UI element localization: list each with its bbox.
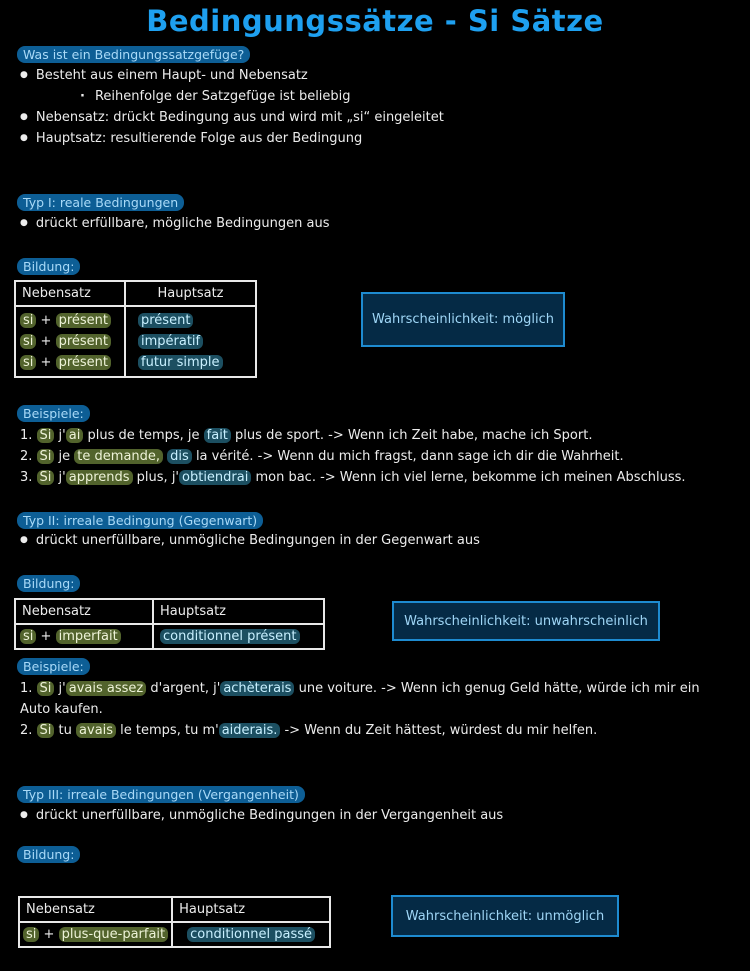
typ2-haupt: conditionnel présent bbox=[160, 629, 300, 644]
typ3-desc: ● drückt unerfüllbare, unmögliche Bedingungen in der Vergangenheit aus bbox=[20, 805, 503, 826]
typ1-heading: Typ I: reale Bedingungen bbox=[17, 194, 184, 211]
typ1-col-hauptsatz: Hauptsatz bbox=[125, 281, 256, 306]
typ1-table bbox=[14, 280, 257, 378]
typ2-col-hauptsatz: Hauptsatz bbox=[153, 599, 324, 624]
typ3-probability-box: Wahrscheinlichkeit: unmöglich bbox=[391, 895, 619, 937]
typ1-bildung-label: Bildung: bbox=[17, 258, 80, 275]
typ1-col-nebensatz: Nebensatz bbox=[15, 281, 125, 306]
intro-heading: Was ist ein Bedingungssatzgefüge? bbox=[17, 46, 250, 63]
typ1-probability-box: Wahrscheinlichkeit: möglich bbox=[361, 292, 565, 347]
page-title: Bedingungssätze - Si Sätze bbox=[146, 4, 604, 38]
typ3-col-nebensatz: Nebensatz bbox=[19, 897, 172, 922]
typ2-table bbox=[14, 598, 325, 650]
typ2-desc: ● drückt unerfüllbare, unmögliche Bedingungen in der Gegenwart aus bbox=[20, 530, 480, 551]
typ1-example-3: 3. Si j' apprends plus, j' obtiendrai mon bac. -> Wenn ich viel lerne, bekomme ich meinen Abschluss. bbox=[20, 470, 686, 485]
typ1-neben-row-1: si + présent bbox=[20, 310, 120, 331]
typ3-haupt: conditionnel passé bbox=[187, 927, 315, 942]
typ2-col-nebensatz: Nebensatz bbox=[15, 599, 153, 624]
typ1-haupt-3: futur simple bbox=[138, 355, 223, 370]
typ2-bildung-label: Bildung: bbox=[17, 575, 80, 592]
typ2-example-2: 2. Si tu avais le temps, tu m' aiderais. -> Wenn du Zeit hättest, würdest du mir helfen. bbox=[20, 723, 598, 738]
typ2-heading: Typ II: irreale Bedingung (Gegenwart) bbox=[17, 512, 263, 529]
typ2-beispiele-label: Beispiele: bbox=[17, 658, 90, 675]
typ3-col-hauptsatz: Hauptsatz bbox=[172, 897, 330, 922]
typ3-heading: Typ III: irreale Bedingungen (Vergangenheit) bbox=[17, 786, 305, 803]
typ3-neben-row: si + plus-que-parfait bbox=[23, 924, 168, 945]
typ2-example-1: 1. Si j' avais assez d'argent, j' achèterais une voiture. -> Wenn ich genug Geld hätte, würde ich mir ein bbox=[20, 681, 700, 696]
typ3-bildung-label: Bildung: bbox=[17, 846, 80, 863]
typ1-haupt-2: impératif bbox=[138, 334, 203, 349]
typ1-neben-row-3: si + présent bbox=[20, 352, 120, 373]
intro-bullet-2: ● Nebensatz: drückt Bedingung aus und wird mit „si“ eingeleitet bbox=[20, 107, 444, 128]
typ1-beispiele-label: Beispiele: bbox=[17, 405, 90, 422]
intro-bullet-3: ● Hauptsatz: resultierende Folge aus der Bedingung bbox=[20, 128, 362, 149]
typ3-table bbox=[18, 896, 331, 948]
typ2-example-1-cont: Auto kaufen. bbox=[20, 702, 103, 717]
typ2-neben-row: si + imperfait bbox=[20, 626, 148, 647]
typ1-neben-row-2: si + présent bbox=[20, 331, 120, 352]
typ1-haupt-1: présent bbox=[138, 313, 193, 328]
intro-bullet-1: ● Besteht aus einem Haupt- und Nebensatz bbox=[20, 65, 308, 86]
typ2-probability-box: Wahrscheinlichkeit: unwahrscheinlich bbox=[392, 601, 660, 641]
typ1-example-1: 1. Si j' ai plus de temps, je fait plus de sport. -> Wenn ich Zeit habe, mache ich Sport. bbox=[20, 428, 593, 443]
intro-sub-1: · Reihenfolge der Satzgefüge ist beliebig bbox=[80, 86, 351, 107]
typ1-example-2: 2. Si je te demande, dis la vérité. -> Wenn du mich fragst, dann sage ich dir die Wahrheit. bbox=[20, 449, 624, 464]
typ1-desc: ● drückt erfüllbare, mögliche Bedingungen aus bbox=[20, 213, 329, 234]
